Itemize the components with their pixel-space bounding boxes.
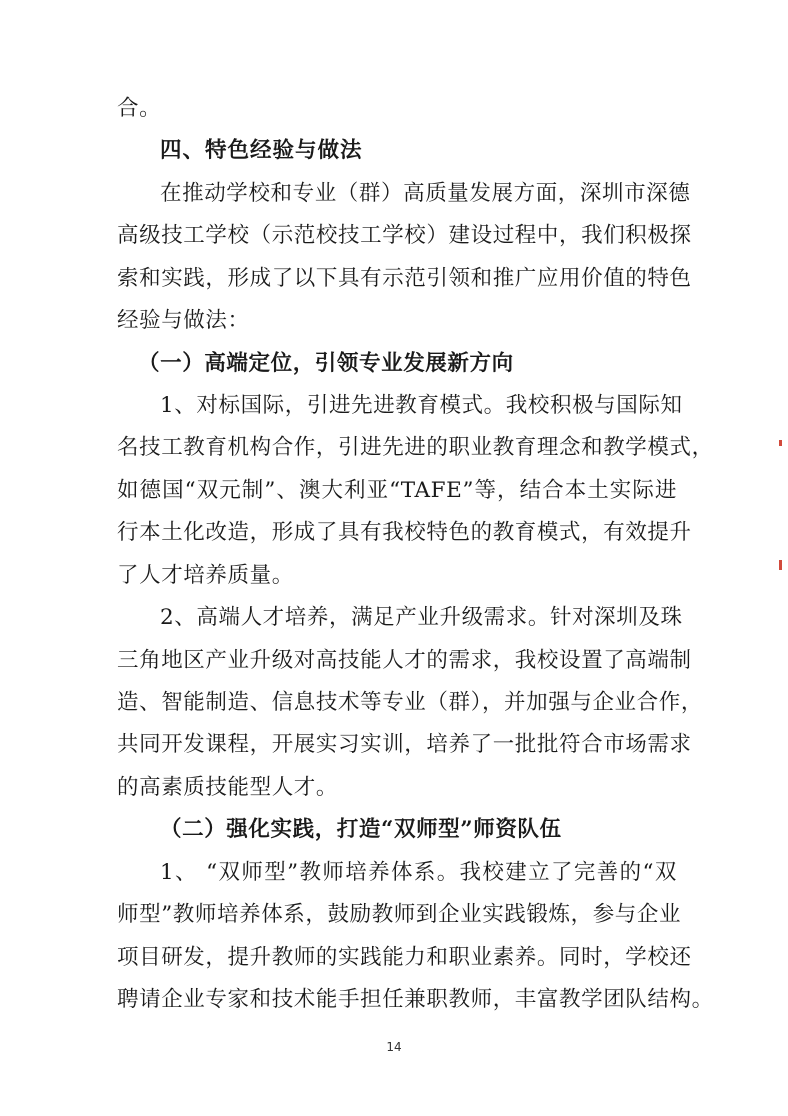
- paragraph-end-line: 合。: [117, 96, 162, 121]
- item-3-line-4: 聘请企业专家和技术能手担任兼职教师，丰富教学团队结构。: [117, 987, 714, 1012]
- intro-paragraph-line-1: 在推动学校和专业（群）高质量发展方面，深圳市深德: [160, 181, 691, 206]
- item-1-line-1: 1、对标国际，引进先进教育模式。我校积极与国际知: [160, 393, 683, 418]
- item-1-line-3: 如德国“双元制”、澳大利亚“TAFE”等，结合本土实际进: [117, 478, 677, 503]
- item-3-line-1: 1、 “双师型”教师培养体系。我校建立了完善的“双: [160, 860, 677, 885]
- intro-paragraph-line-2: 高级技工学校（示范校技工学校）建设过程中，我们积极探: [117, 223, 692, 248]
- scan-edge-mark: [779, 440, 782, 446]
- item-2-line-5: 的高素质技能型人才。: [117, 775, 339, 800]
- intro-paragraph-line-3: 索和实践，形成了以下具有示范引领和推广应用价值的特色: [117, 266, 692, 291]
- subsection-heading-1: （一）高端定位，引领专业发展新方向: [138, 351, 514, 376]
- item-1-line-5: 了人才培养质量。: [117, 563, 294, 588]
- item-1-line-2: 名技工教育机构合作，引进先进的职业教育理念和教学模式，: [117, 435, 714, 460]
- item-3-line-2: 师型”教师培养体系，鼓励教师到企业实践锻炼，参与企业: [117, 902, 682, 927]
- item-2-line-3: 造、智能制造、信息技术等专业（群），并加强与企业合作，: [117, 690, 703, 715]
- item-2-line-4: 共同开发课程，开展实习实训，培养了一批批符合市场需求: [117, 732, 692, 757]
- scan-edge-mark: [779, 560, 782, 570]
- item-2-line-1: 2、高端人才培养，满足产业升级需求。针对深圳及珠: [160, 605, 683, 630]
- item-3-line-3: 项目研发，提升教师的实践能力和职业素养。同时，学校还: [117, 945, 692, 970]
- subsection-heading-2: （二）强化实践，打造“双师型”师资队伍: [160, 817, 562, 842]
- item-1-line-4: 行本土化改造，形成了具有我校特色的教育模式，有效提升: [117, 520, 692, 545]
- page-number: 14: [386, 1040, 402, 1054]
- section-heading: 四、特色经验与做法: [160, 138, 363, 163]
- intro-paragraph-line-4: 经验与做法：: [117, 308, 250, 333]
- item-2-line-2: 三角地区产业升级对高技能人才的需求，我校设置了高端制: [117, 648, 692, 673]
